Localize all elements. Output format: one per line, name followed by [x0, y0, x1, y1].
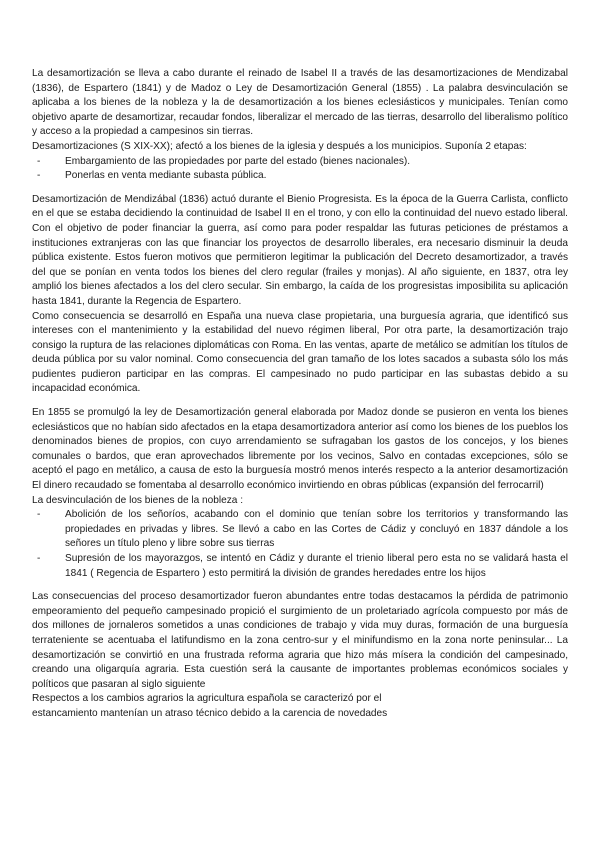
- mendizabal-paragraph: Desamortización de Mendizábal (1836) actuó durante el Bienio Progresista. Es la época de la Guerra Carlista, conflicto en el que se estaba decidiendo la continuidad de Isabel II en el trono, y con ello la continuidad del nuevo estado liberal. Con el objetivo de poder financiar la guerra, así como para poder respaldar las futuras peticiones de préstamos a instituciones extranjeras con las que financiar los proyectos de desarrollo liberales, era necesario disminuir la deuda pública existente. Estos fueron motivos que permitieron legitimar la publicación del Decreto desamortizador, a través del que se ponían en venta todos los bienes del clero regular (frailes y monjas). Al año siguiente, en 1837, otra ley amplió los bienes afectados a los del clero secular. Sin embargo, la caída de los progresistas imposibilita su aplicación hasta 1841, durante la Regencia de Espartero.: [32, 193, 568, 307]
- consequence-paragraph: Como consecuencia se desarrolló en España una nueva clase propietaria, una burguesía agraria, que identificó sus intereses con el mantenimiento y la estabilidad del nuevo régimen liberal, Por otra parte, la desamortización trajo consigo la ruptura de las relaciones diplomáticas con Roma. En las ventas, aparte de metálico se admitían los títulos de deuda pública por su valor nominal. Como consecuencia del gran tamaño de los lotes sacados a subasta sólo los más pudientes pudieron participar en las compras. El campesinado no pudo participar en las subastas debido a su incapacidad económica.: [32, 310, 568, 395]
- stages-list: [32, 155, 568, 184]
- definition-paragraph: Desamortizaciones (S XIX-XX); afectó a los bienes de la iglesia y después a los municipios. Suponía 2 etapas:: [32, 140, 527, 152]
- nobility-list: [32, 508, 568, 581]
- paragraph-gap: [32, 184, 568, 193]
- list-marker: -: [37, 155, 41, 167]
- agrarian-line-1: Respectos a los cambios agrarios la agricultura española se caracterizó por el: [32, 693, 382, 705]
- list-marker: -: [37, 509, 41, 521]
- list-item: - Ponerlas en venta mediante subasta pública.: [32, 169, 568, 184]
- madoz-paragraph: En 1855 se promulgó la ley de Desamortización general elaborada por Madoz donde se pusieron en venta los bienes eclesiásticos que no habían sido afectados en la etapa desamortizadora anterior así como los bienes de los pueblos los denominados bienes de propios, con cuyo arrendamiento se sufragaban los gastos de los concejos, y los bienes comunales o bardos, que eran aprovechados libremente por los vecinos, Salvo en contadas excepciones, sólo se aceptó el pago en metálico, a causa de esto la burguesía mostró menos interés respecto a la anterior desamortización El dinero recaudado se fomentaba al desarrollo económico invirtiendo en obras públicas (expansión del ferrocarril): [32, 407, 568, 492]
- list-marker: -: [37, 553, 41, 564]
- nobility-heading: La desvinculación de los bienes de la nobleza :: [32, 494, 243, 506]
- list-item: - Supresión de los mayorazgos, se intentó en Cádiz y durante el trienio liberal pero esta no se validará hasta el 1841 ( Regencia de Espartero ) esto permitirá la división de grandes heredades entre los hijos: [37, 553, 568, 579]
- document-page: [32, 67, 568, 722]
- list-marker: -: [37, 170, 41, 182]
- agrarian-line-2: estancamiento mantenían un atraso técnico debido a la carencia de novedades: [32, 707, 388, 719]
- list-item: - Abolición de los señoríos, acabando con el dominio que tenían sobre los territorios y transformando las propiedades en privadas y libres. Se llevó a cabo en las Cortes de Cádiz y concluyó en 1837 dándole a los señores un título pleno y libre sobre sus tierras: [37, 509, 568, 550]
- intro-paragraph: La desamortización se lleva a cabo durante el reinado de Isabel II a través de las desamortizaciones de Mendizabal (1836), de Espartero (1841) y de Madoz o Ley de Desamortización General (1855) . La palabra desvinculación se aplicaba a los bienes de la nobleza y la de desamortización a los bienes eclesiásticos y municipales. Tenían como objetivo aparte de desamortizar, recaudar fondos, liberalizar el mercado de las tierras, desarrollo del liberalismo político y acceso a la propiedad a campesinos sin tierras.: [32, 68, 568, 138]
- list-item: - Embargamiento de las propiedades por parte del estado (bienes nacionales).: [32, 155, 568, 170]
- paragraph-gap: [32, 581, 568, 590]
- consequences-paragraph: Las consecuencias del proceso desamortizador fueron abundantes entre todas destacamos la pérdida de patrimonio empeoramiento del pequeño campesinado propició el surgimiento de un proletariado agrícola compuesto por más de dos millones de jornaleros sometidos a unas condiciones de trabajo y vida muy duras, formación de una burguesía terrateniente se acentuaba el latifundismo en la zona centro-sur y el minifundismo en la zona norte peninsular... La desamortización se convirtió en una frustrada reforma agraria que hizo más mísera la condición del campesinado, creando una oligarquía agraria. Esta cuestión será la causante de importantes problemas económicos sociales y políticos que pasaran al siglo siguiente: [32, 591, 568, 690]
- paragraph-gap: [32, 397, 568, 406]
